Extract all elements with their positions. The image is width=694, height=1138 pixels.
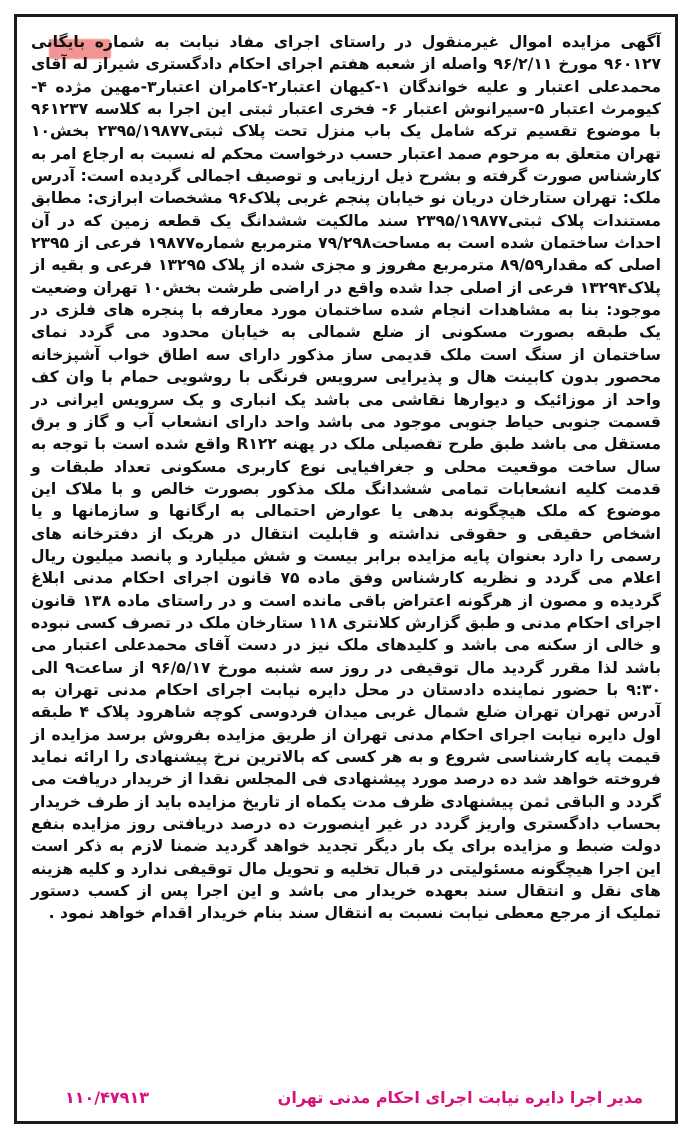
signature-line: مدیر اجرا دایره نیابت اجرای احکام مدنی تهران — [277, 1088, 643, 1107]
legal-notice — [14, 14, 678, 1124]
notice-code: ۱۱۰/۴۷۹۱۳ — [65, 1088, 149, 1107]
notice-footer — [31, 1085, 661, 1111]
notice-body: آگهی مزایده اموال غیرمنقول در راستای اجرای مفاد نیابت به شماره بایگانی ۹۶۰۱۲۷ مورخ ۹۶/۲/۱۱ واصله از شعبه هفتم اجرای احکام دادگستری شیراز له آقای محمدعلی اعتبار و علیه خواندگان ۱-کیهان اعتبار۲-کامران اعتبار۳-مهین مژده ۴-کیومرث اعتبار ۵-سیرانوش اعتبار ۶- فخری اعتبار ثبتی این اجرا به کلاسه ۹۶۱۲۳۷ با موضوع تقسیم ترکه شامل یک باب منزل تحت پلاک ثبتی۲۳۹۵/۱۹۸۷۷ بخش۱۰ تهران متعلق به مرحوم صمد اعتبار حسب درخواست محکم له نسبت به ارجاع امر به کارشناس صورت گرفته و بشرح ذیل ارزیابی و توصیف اجمالی گردیده است: آدرس ملک: تهران ستارخان دریان نو خیابان پنجم غربی پلاک۹۶ مشخصات ابرازی: مطابق مستندات پلاک ثبتی۲۳۹۵/۱۹۸۷۷ سند مالکیت ششدانگ یک قطعه زمین که در آن احداث ساختمان شده است به مساحت۷۹/۲۹۸ مترمربع شماره۱۹۸۷۷ فرعی از ۲۳۹۵ اصلی که مقدار۸۹/۵۹ مترمربع مفروز و مجزی شده از پلاک ۱۳۲۹۵ فرعی و بقیه از پلاک۱۳۲۹۴ فرعی از اصلی جدا شده واقع در اراضی طرشت بخش۱۰ تهران وضعیت موجود: بنا به مشاهدات انجام شده ساختمان مورد معارفه با پنجره های فلزی در یک طبقه بصورت مسکونی از ضلع شمالی به خیابان محدود می گردد نمای ساختمان از سنگ است ملک قدیمی ساز مذکور دارای سه اطاق خواب آشپزخانه محصور بدون کابینت هال و پذیرایی سرویس فرنگی با روشویی حمام با وان کف واحد از موزائیک و دیوارها نقاشی می باشد یک انباری و یک سرویس ایرانی در قسمت جنوبی حیاط جنوبی موجود می باشد واحد دارای انشعاب آب و گاز و برق مستقل می باشد طبق طرح تفصیلی ملک در پهنه R۱۲۲ واقع شده است با توجه به سال ساخت موقعیت محلی و جغرافیایی نوع کاربری مسکونی تعداد طبقات و قدمت کلیه انشعابات تمامی ششدانگ ملک مذکور بصورت خالص و با ملاک این موضوع که ملک هیچگونه بدهی یا عوارض احتمالی به ارگانها و سازمانها و یا اشخاص حقیقی و حقوقی نداشته و قابلیت انتقال در هریک از دفترخانه های رسمی را دارد بعنوان پایه مزایده برابر بیست و شش میلیارد و پانصد میلیون ریال اعلام می گردد و نظریه کارشناس وفق ماده ۷۵ قانون اجرای احکام مدنی ابلاغ گردیده و مصون از هرگونه اعتراض باقی مانده است و در راستای ماده ۱۳۸ قانون اجرای احکام مدنی و طبق گزارش کلانتری ۱۱۸ ستارخان ملک در تصرف کسی نبوده و خالی از سکنه می باشد و کلیدهای ملک نیز در دست آقای محمدعلی اعتبار می باشد لذا مقرر گردید مال توقیفی در روز سه شنبه مورخ ۹۶/۵/۱۷ از ساعت۹ الی ۹:۳۰ با حضور نماینده دادستان در محل دایره نیابت اجرای احکام مدنی تهران به آدرس تهران تهران ضلع شمال غربی میدان فردوسی کوچه شاهرود پلاک ۴ طبقه اول دایره نیابت اجرای احکام مدنی تهران از طریق مزایده بفروش برسد مزایده از قیمت پایه کارشناسی شروع و به هر کسی که بالاترین نرخ پیشنهادی را ارائه نماید فروخته خواهد شد ده درصد مورد پیشنهادی فی المجلس نقدا از خریدار دریافت می گردد و الباقی ثمن پیشنهادی ظرف مدت یکماه از تاریخ مزایده باید از طرف خریدار بحساب دادگستری واریز گردد در غیر اینصورت ده درصد دریافتی روز مزایده بنفع دولت ضبط و مزایده برای یک بار دیگر تجدید خواهد گردید ضمنا لازم به ذکر است این اجرا هیچگونه مسئولیتی در قبال تخلیه و تحویل مال توقیفی ندارد و کلیه هزینه های نقل و انتقال سند بعهده خریدار می باشد و این اجرا پس از کسب دستور تملیک از مرجع معطی نیابت نسبت به انتقال سند بنام خریدار اقدام خواهد نمود . — [31, 33, 662, 923]
